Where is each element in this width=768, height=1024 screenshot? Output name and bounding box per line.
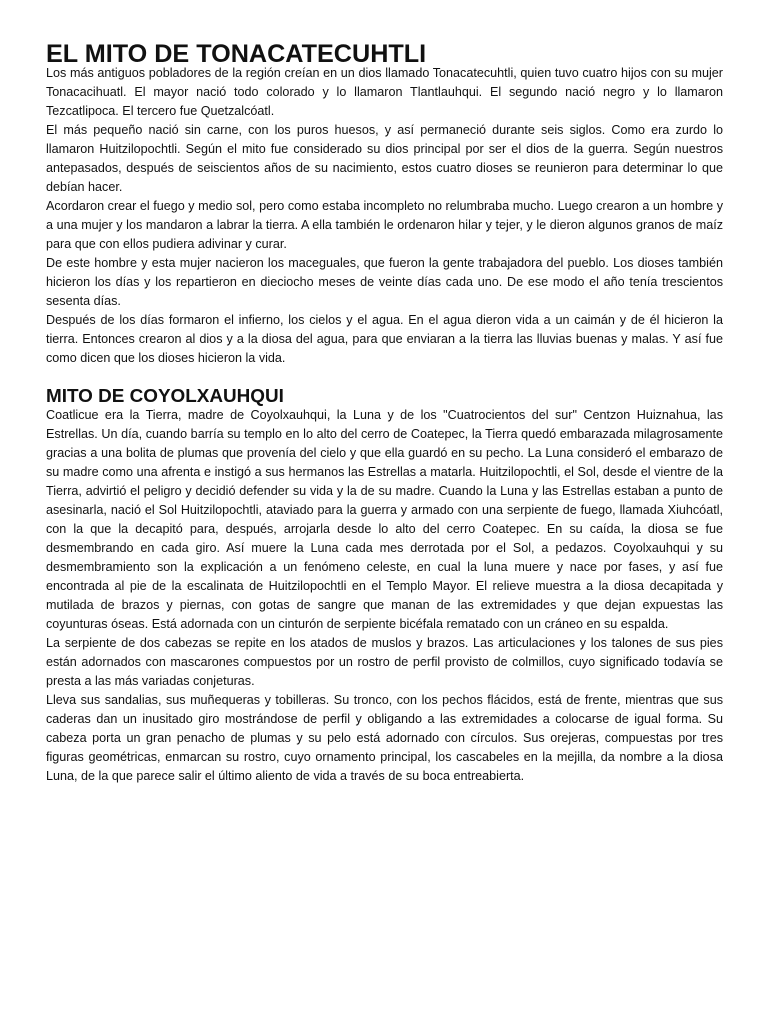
document-page: [46, 40, 723, 786]
paragraph: La serpiente de dos cabezas se repite en los atados de muslos y brazos. Las articulaciones y los talones de sus pies están adornados con mascarones compuestos por un rostro de perfil provisto de colmillos, cuyo significado todavía se presta a las más variadas conjeturas.: [46, 636, 723, 688]
section-coyolxauhqui: [46, 387, 723, 786]
section-tonacatecuhtli: [46, 40, 723, 368]
paragraph: El más pequeño nació sin carne, con los puros huesos, y así permaneció durante seis siglos. Como era zurdo lo llamaron Huitzilopochtli. Según el mito fue considerado su dios principal por ser el dios de la guerra. Según nuestros antepasados, después de seiscientos años de su nacimiento, estos cuatro dioses se reunieron para determinar lo que debían hacer.: [46, 123, 723, 194]
paragraph: Coatlicue era la Tierra, madre de Coyolxauhqui, la Luna y de los "Cuatrocientos del sur" Centzon Huiznahua, las Estrellas. Un día, cuando barría su templo en lo alto del cerro de Coatepec, la Tierra quedó embarazada milagrosamente gracias a una bolita de plumas que provenía del cielo y que ella guardó en su pecho. La Luna consideró el embarazo de su madre como una afrenta e instigó a sus hermanos las Estrellas a matarla. Huitzilopochtli, el Sol, desde el vientre de la Tierra, advirtió el peligro y decidió defender su vida y la de su madre. Cuando la Luna y las Estrellas estaban a punto de asesinarla, nació el Sol Huitzilopochtli, ataviado para la guerra y armado con una serpiente de fuego, llamada Xiuhcóatl, con la que la decapitó para, después, arrojarla desde lo alto del cerro Coatepec. En su caída, la diosa se fue desmembrando en cada giro. Así muere la Luna cada mes derrotada por el Sol, a pedazos. Coyolxauhqui y su desmembramiento son la explicación a un fenómeno celeste, en cual la luna muere y nace por fases, y así fue encontrada al pie de la escalinata de Huitzilopochtli en el Templo Mayor. El relieve muestra a la diosa decapitada y mutilada de brazos y piernas, con gotas de sangre que manan de las extremidades y que dejan expuestas las coyunturas óseas. Está adornada con un cinturón de serpiente bicéfala rematado con un cráneo en su espalda.: [46, 408, 723, 631]
paragraph: Acordaron crear el fuego y medio sol, pero como estaba incompleto no relumbraba mucho. Luego crearon a un hombre y a una mujer y los mandaron a labrar la tierra. A ella también le ordenaron hilar y tejer, y le dieron algunos granos de maíz para que con ellos pudiera adivinar y curar.: [46, 199, 723, 251]
paragraph: De este hombre y esta mujer nacieron los maceguales, que fueron la gente trabajadora del pueblo. Los dioses también hicieron los días y los repartieron en dieciocho meses de veinte días cada uno. De ese modo el año tenía trescientos sesenta días.: [46, 256, 723, 308]
section-title: EL MITO DE TONACATECUHTLI: [46, 40, 427, 68]
paragraph: Los más antiguos pobladores de la región creían en un dios llamado Tonacatecuhtli, quien tuvo cuatro hijos con su mujer Tonacacihuatl. El mayor nació todo colorado y lo llamaron Tlantlauhqui. El segundo nació negro y lo llamaron Tezcatlipoca. El tercero fue Quetzalcóatl.: [46, 66, 723, 118]
paragraph: Después de los días formaron el infierno, los cielos y el agua. En el agua dieron vida a un caimán y de él hicieron la tierra. Entonces crearon al dios y a la diosa del agua, para que enviaran a la tierra las lluvias buenas y malas. Y así fue como dicen que los dioses hicieron la vida.: [46, 313, 723, 365]
paragraph: Lleva sus sandalias, sus muñequeras y tobilleras. Su tronco, con los pechos flácidos, está de frente, mientras que sus caderas dan un inusitado giro mostrándose de perfil y obligando a las extremidades a colocarse de igual forma. Su cabeza porta un gran penacho de plumas y su pelo está adornado con círculos. Sus orejeras, compuestas por tres figuras geométricas, enmarcan su rostro, cuyo ornamento principal, los cascabeles en la mejilla, da nombre a la diosa Luna, de la que parece salir el último aliento de vida a través de su boca entreabierta.: [46, 693, 723, 783]
section-title: MITO DE COYOLXAUHQUI: [46, 386, 284, 407]
section-spacer: [46, 368, 723, 387]
